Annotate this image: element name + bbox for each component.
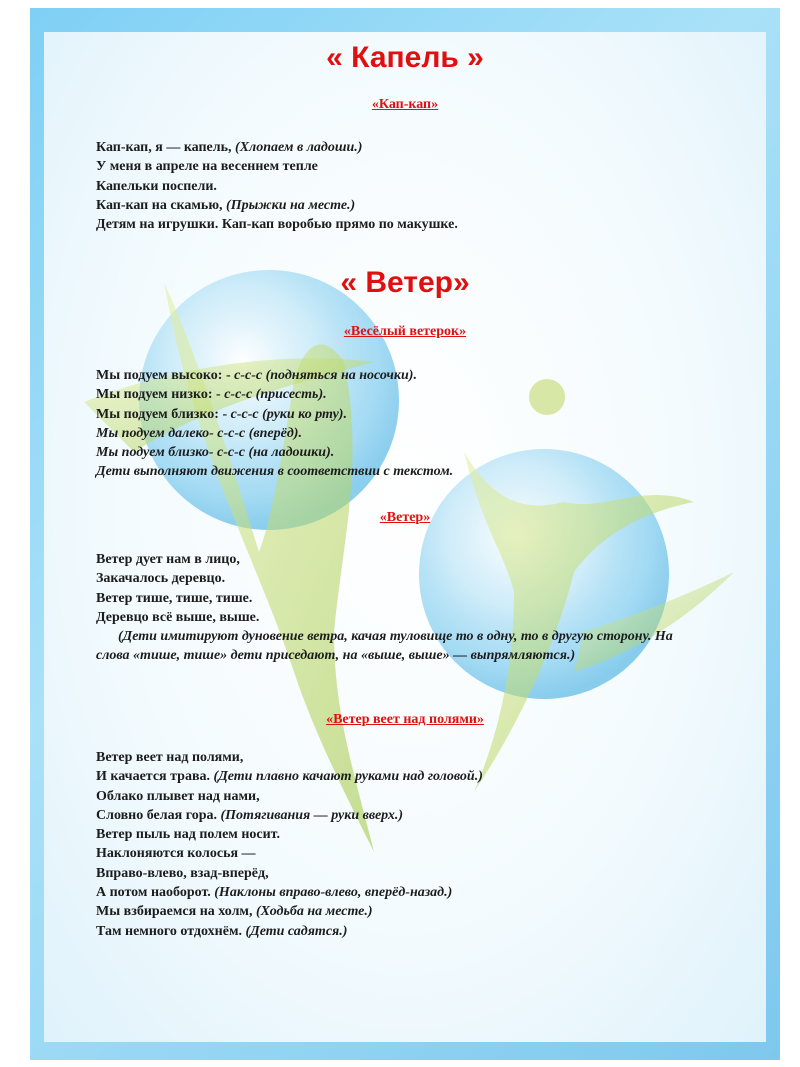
- page-content: [44, 32, 766, 1042]
- verse-line: [96, 922, 483, 941]
- verse-line-text: Ветер пыль над полем носит.: [96, 827, 280, 843]
- verse-line: [96, 844, 483, 863]
- verse-line: [96, 462, 453, 481]
- verse-line: [96, 550, 259, 569]
- verse-line-text: Словно белая гора.: [96, 807, 221, 823]
- verse-line-note: с-с-с (руки ко рту).: [230, 406, 347, 422]
- verse-line-text: Облако плывет над нами,: [96, 788, 260, 804]
- verse-line: [96, 883, 483, 902]
- verse-line-text: Мы подуем близко: -: [96, 406, 231, 422]
- verse-line: [96, 405, 453, 424]
- verse-line: [96, 864, 483, 883]
- verse-line-text: И качается трава.: [96, 769, 214, 785]
- verse-line: [96, 787, 483, 806]
- verse-line: [96, 366, 453, 385]
- title-kapel: « Капель »: [326, 41, 484, 74]
- verse-line-note: с-с-с (подняться на носочки).: [234, 368, 417, 383]
- verse-line-note: (Прыжки на месте.): [226, 197, 356, 213]
- verse-line-text: У меня в апреле на весеннем тепле: [96, 159, 318, 175]
- verse-line-note: (Ходьба на месте.): [255, 904, 373, 920]
- title-veter: « Ветер»: [340, 266, 470, 299]
- verse-line-note: (Дети садятся.): [245, 923, 348, 939]
- verse-kapel: [96, 138, 458, 234]
- verse-line: [96, 138, 458, 157]
- verse-line: [96, 385, 453, 404]
- verse-line-text: Мы подуем низко: -: [96, 387, 225, 403]
- verse-line-note: (Наклоны вправо-влево, вперёд-назад.): [214, 885, 453, 901]
- verse-line-text: Там немного отдохнём.: [96, 923, 246, 939]
- verse-line-text: Ветер тише, тише, тише.: [96, 590, 253, 606]
- verse-line-text: Кап-кап, я — капель,: [96, 140, 236, 155]
- subtitle-veter: «Ветер»: [379, 510, 431, 525]
- verse-line: [96, 806, 483, 825]
- verse-line-text: Вправо-влево, взад-вперёд,: [96, 865, 269, 881]
- verse-line-note: Дети выполняют движения в соответствии с текстом.: [96, 464, 454, 480]
- verse-line: [96, 589, 259, 608]
- verse-veter: [96, 550, 259, 627]
- verse-line: [96, 569, 259, 588]
- verse-line-text: Детям на игрушки. Кап-кап воробью прямо по макушке.: [96, 217, 458, 233]
- verse-line: [96, 608, 259, 627]
- verse-line-text: Ветер дует нам в лицо,: [96, 552, 240, 567]
- subtitle-veter-veet: «Ветер веет над полями»: [326, 712, 484, 727]
- verse-line: [96, 196, 458, 215]
- verse-line: [96, 177, 458, 196]
- verse-line-note: (Дети плавно качают руками над головой.): [213, 769, 483, 785]
- verse-line-note: (Хлопаем в ладоши.): [235, 140, 363, 155]
- verse-line: [96, 767, 483, 786]
- verse-line: [96, 157, 458, 176]
- verse-line: [96, 825, 483, 844]
- subtitle-kap-kap: «Кап-кап»: [371, 97, 439, 112]
- subtitle-veselyj-veterok: «Весёлый ветерок»: [343, 324, 467, 339]
- verse-line-text: Мы взбираемся на холм,: [96, 904, 256, 920]
- verse-veter-veet: [96, 748, 483, 941]
- verse-line: [96, 424, 453, 443]
- verse-line-text: Ветер веет над полями,: [96, 750, 244, 765]
- verse-line: [96, 215, 458, 234]
- verse-line-note: Мы подуем близко- с-с-с (на ладошки).: [96, 445, 335, 461]
- verse-line-text: Наклоняются колосья —: [96, 846, 256, 862]
- verse-line-text: Закачалось деревцо.: [96, 571, 226, 587]
- verse-line-text: Деревцо всё выше, выше.: [96, 609, 260, 625]
- verse-line-note: Мы подуем далеко- с-с-с (вперёд).: [96, 425, 302, 441]
- verse-line: [96, 902, 483, 921]
- verse-line-text: Капельки поспели.: [96, 178, 217, 194]
- veter-instructions: (Дети имитируют дуновение ветра, качая туловище то в одну, то в другую сторону. На слова «тише, тише» дети приседают, на «выше, выше» — выпрямляются.): [96, 629, 673, 664]
- verse-line-note: с-с-с (присесть).: [224, 387, 327, 403]
- verse-line-note: (Потягивания — руки вверх.): [220, 807, 404, 823]
- verse-line: [96, 443, 453, 462]
- verse-line-text: А потом наоборот.: [96, 885, 215, 901]
- verse-veselyj-veterok: [96, 366, 453, 482]
- verse-line-text: Кап-кап на скамью,: [96, 197, 227, 213]
- verse-line-text: Мы подуем высоко: -: [96, 368, 235, 383]
- verse-line: [96, 748, 483, 767]
